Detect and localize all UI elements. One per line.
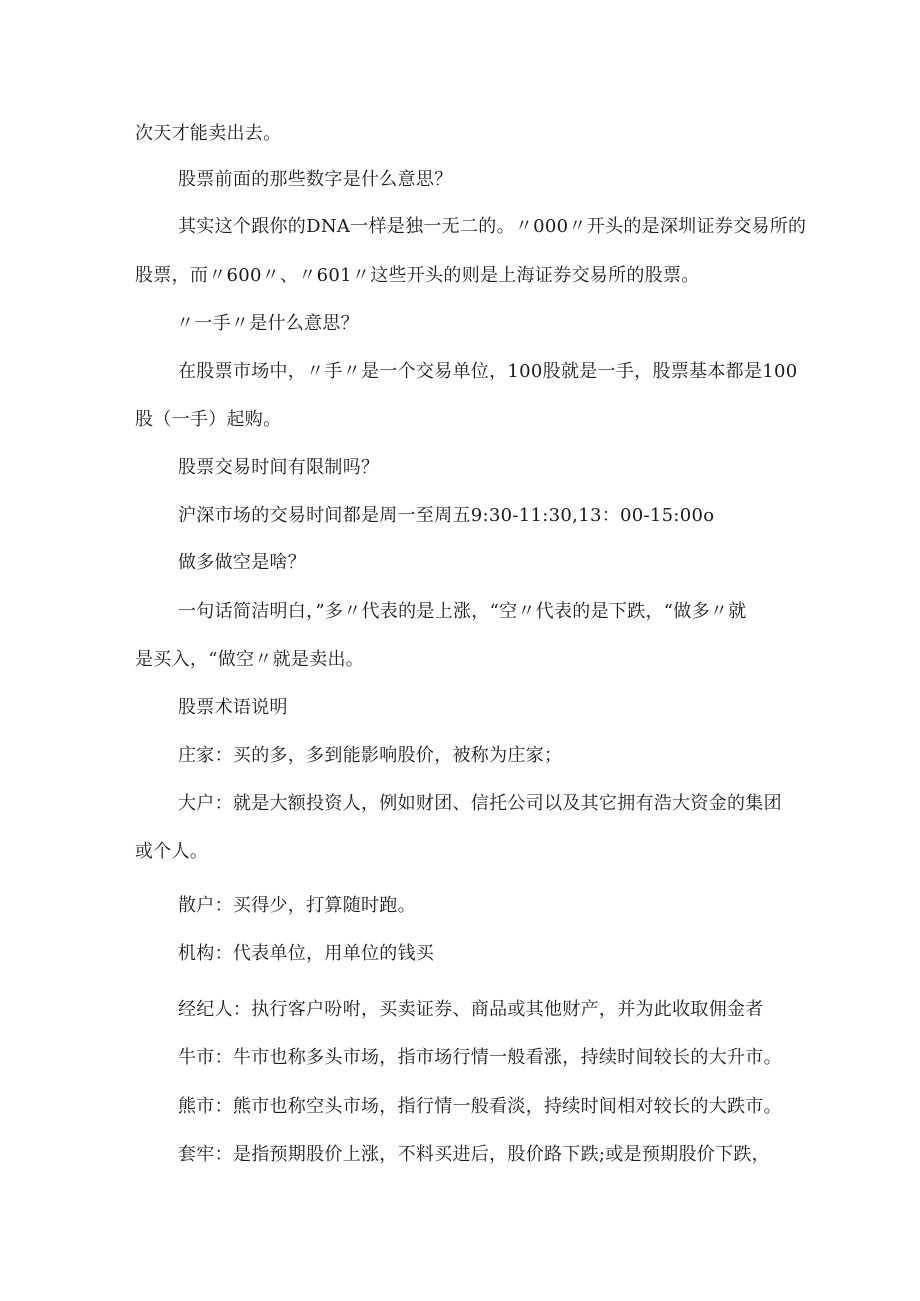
term-definition: 套牢：是指预期股价上涨，不料买进后，股价路下跌;或是预期股价下跌， (178, 1144, 770, 1165)
term-definition: 散户：买得少，打算随时跑。 (178, 895, 416, 916)
term-definition: 庄家：买的多，多到能影响股价，被称为庄家； (178, 745, 563, 766)
question-heading: 股票交易时间有限制吗？ (178, 457, 380, 478)
term-definition: 牛市：牛市也称多头市场，指市场行情一般看涨，持续时间较长的大升市。 (178, 1047, 782, 1068)
paragraph-line: 股（一手）起购。 (135, 409, 282, 430)
question-heading: 股票前面的那些数字是什么意思？ (178, 169, 453, 190)
question-heading: 〃一手〃是什么意思？ (176, 313, 359, 334)
paragraph-line: 股票，而〃600〃、〃601〃这些开头的则是上海证券交易所的股票。 (135, 265, 700, 286)
term-definition: 大户：就是大额投资人，例如财团、信托公司以及其它拥有浩大资金的集团 (178, 793, 782, 814)
paragraph-line: 次天才能卖出去。 (135, 123, 282, 144)
paragraph-line: 沪深市场的交易时间都是周一至周五9:30-11:30,13：00-15:00o (178, 505, 715, 526)
question-heading: 做多做空是啥？ (178, 552, 307, 573)
term-definition: 机构：代表单位，用单位的钱买 (178, 943, 435, 964)
paragraph-line: 在股票市场中，〃手〃是一个交易单位，100股就是一手，股票基本都是100 (178, 361, 798, 382)
paragraph-line: 是买入，“做空〃就是卖出。 (135, 649, 365, 670)
paragraph-line: 或个人。 (135, 841, 209, 862)
paragraph-line: 其实这个跟你的DNA一样是独一无二的。〃000〃开头的是深圳证券交易所的 (178, 216, 807, 237)
paragraph-line: 一句话简洁明白，”多〃代表的是上涨，“空〃代表的是下跌，“做多〃就 (178, 601, 747, 622)
section-heading: 股票术语说明 (178, 697, 288, 718)
term-definition: 经纪人：执行客户吩咐，买卖证券、商品或其他财产，并为此收取佣金者 (178, 999, 764, 1020)
term-definition: 熊市：熊市也称空头市场，指行情一般看淡，持续时间相对较长的大跌市。 (178, 1096, 782, 1117)
